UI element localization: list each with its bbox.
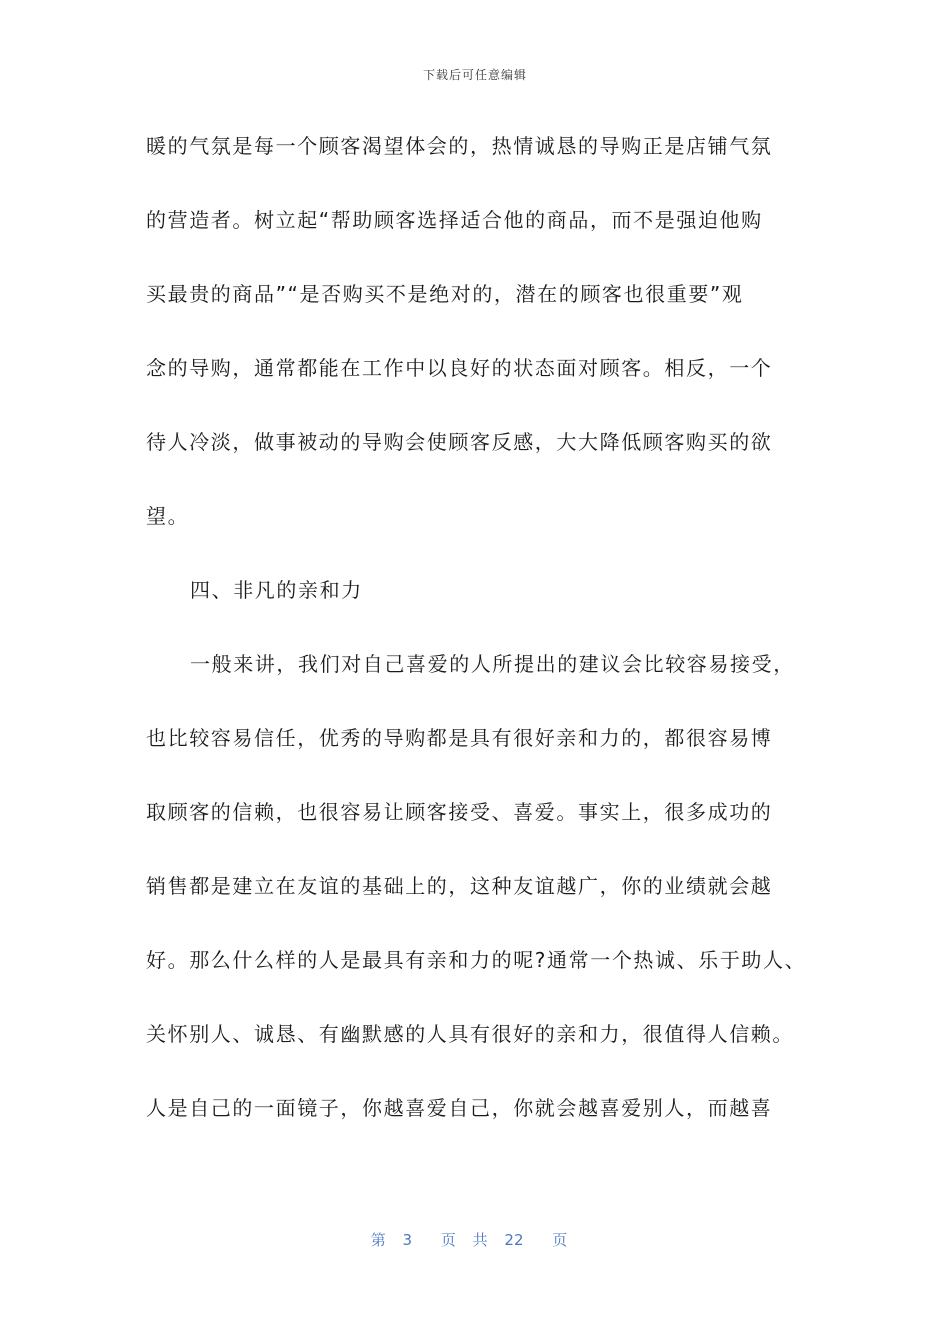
text-line: 买最贵的商品”“是否购买不是绝对的，潜在的顾客也很重要”观 <box>146 282 744 306</box>
footer-suffix: 页 <box>552 1231 568 1249</box>
body-text <box>146 128 826 1164</box>
text-line: 关怀别人、诚恳、有幽默感的人具有很好的亲和力，很值得人信赖。 <box>146 1022 794 1046</box>
text-line: 一般来讲，我们对自己喜爱的人所提出的建议会比较容易接受， <box>190 652 795 676</box>
section-heading: 四、非凡的亲和力 <box>190 578 363 602</box>
text-line: 销售都是建立在友谊的基础上的，这种友谊越广，你的业绩就会越 <box>146 874 773 898</box>
page-footer <box>0 1229 950 1250</box>
text-line: 的营造者。树立起“帮助顾客选择适合他的商品，而不是强迫他购 <box>146 208 763 232</box>
total-page-number: 22 <box>504 1231 524 1249</box>
text-line: 也比较容易信任，优秀的导购都是具有很好亲和力的，都很容易博 <box>146 726 773 750</box>
footer-prefix: 第 <box>370 1231 386 1249</box>
current-page-number: 3 <box>402 1231 413 1249</box>
text-line: 取顾客的信赖，也很容易让顾客接受、喜爱。事实上，很多成功的 <box>146 800 773 824</box>
text-line: 人是自己的一面镜子，你越喜爱自己，你就会越喜爱别人，而越喜 <box>146 1096 773 1120</box>
text-line: 念的导购，通常都能在工作中以良好的状态面对顾客。相反，一个 <box>146 356 773 380</box>
header-note: 下载后可任意编辑 <box>422 68 527 82</box>
footer-middle-b: 共 <box>472 1231 488 1249</box>
text-line: 待人冷淡，做事被动的导购会使顾客反感，大大降低顾客购买的欲 <box>146 430 773 454</box>
text-line: 好。那么什么样的人是最具有亲和力的呢?通常一个热诚、乐于助人、 <box>146 948 807 972</box>
footer-middle-a: 页 <box>440 1231 456 1249</box>
text-line: 暖的气氛是每一个顾客渴望体会的，热情诚恳的导购正是店铺气氛 <box>146 134 773 158</box>
text-line: 望。 <box>146 504 190 528</box>
